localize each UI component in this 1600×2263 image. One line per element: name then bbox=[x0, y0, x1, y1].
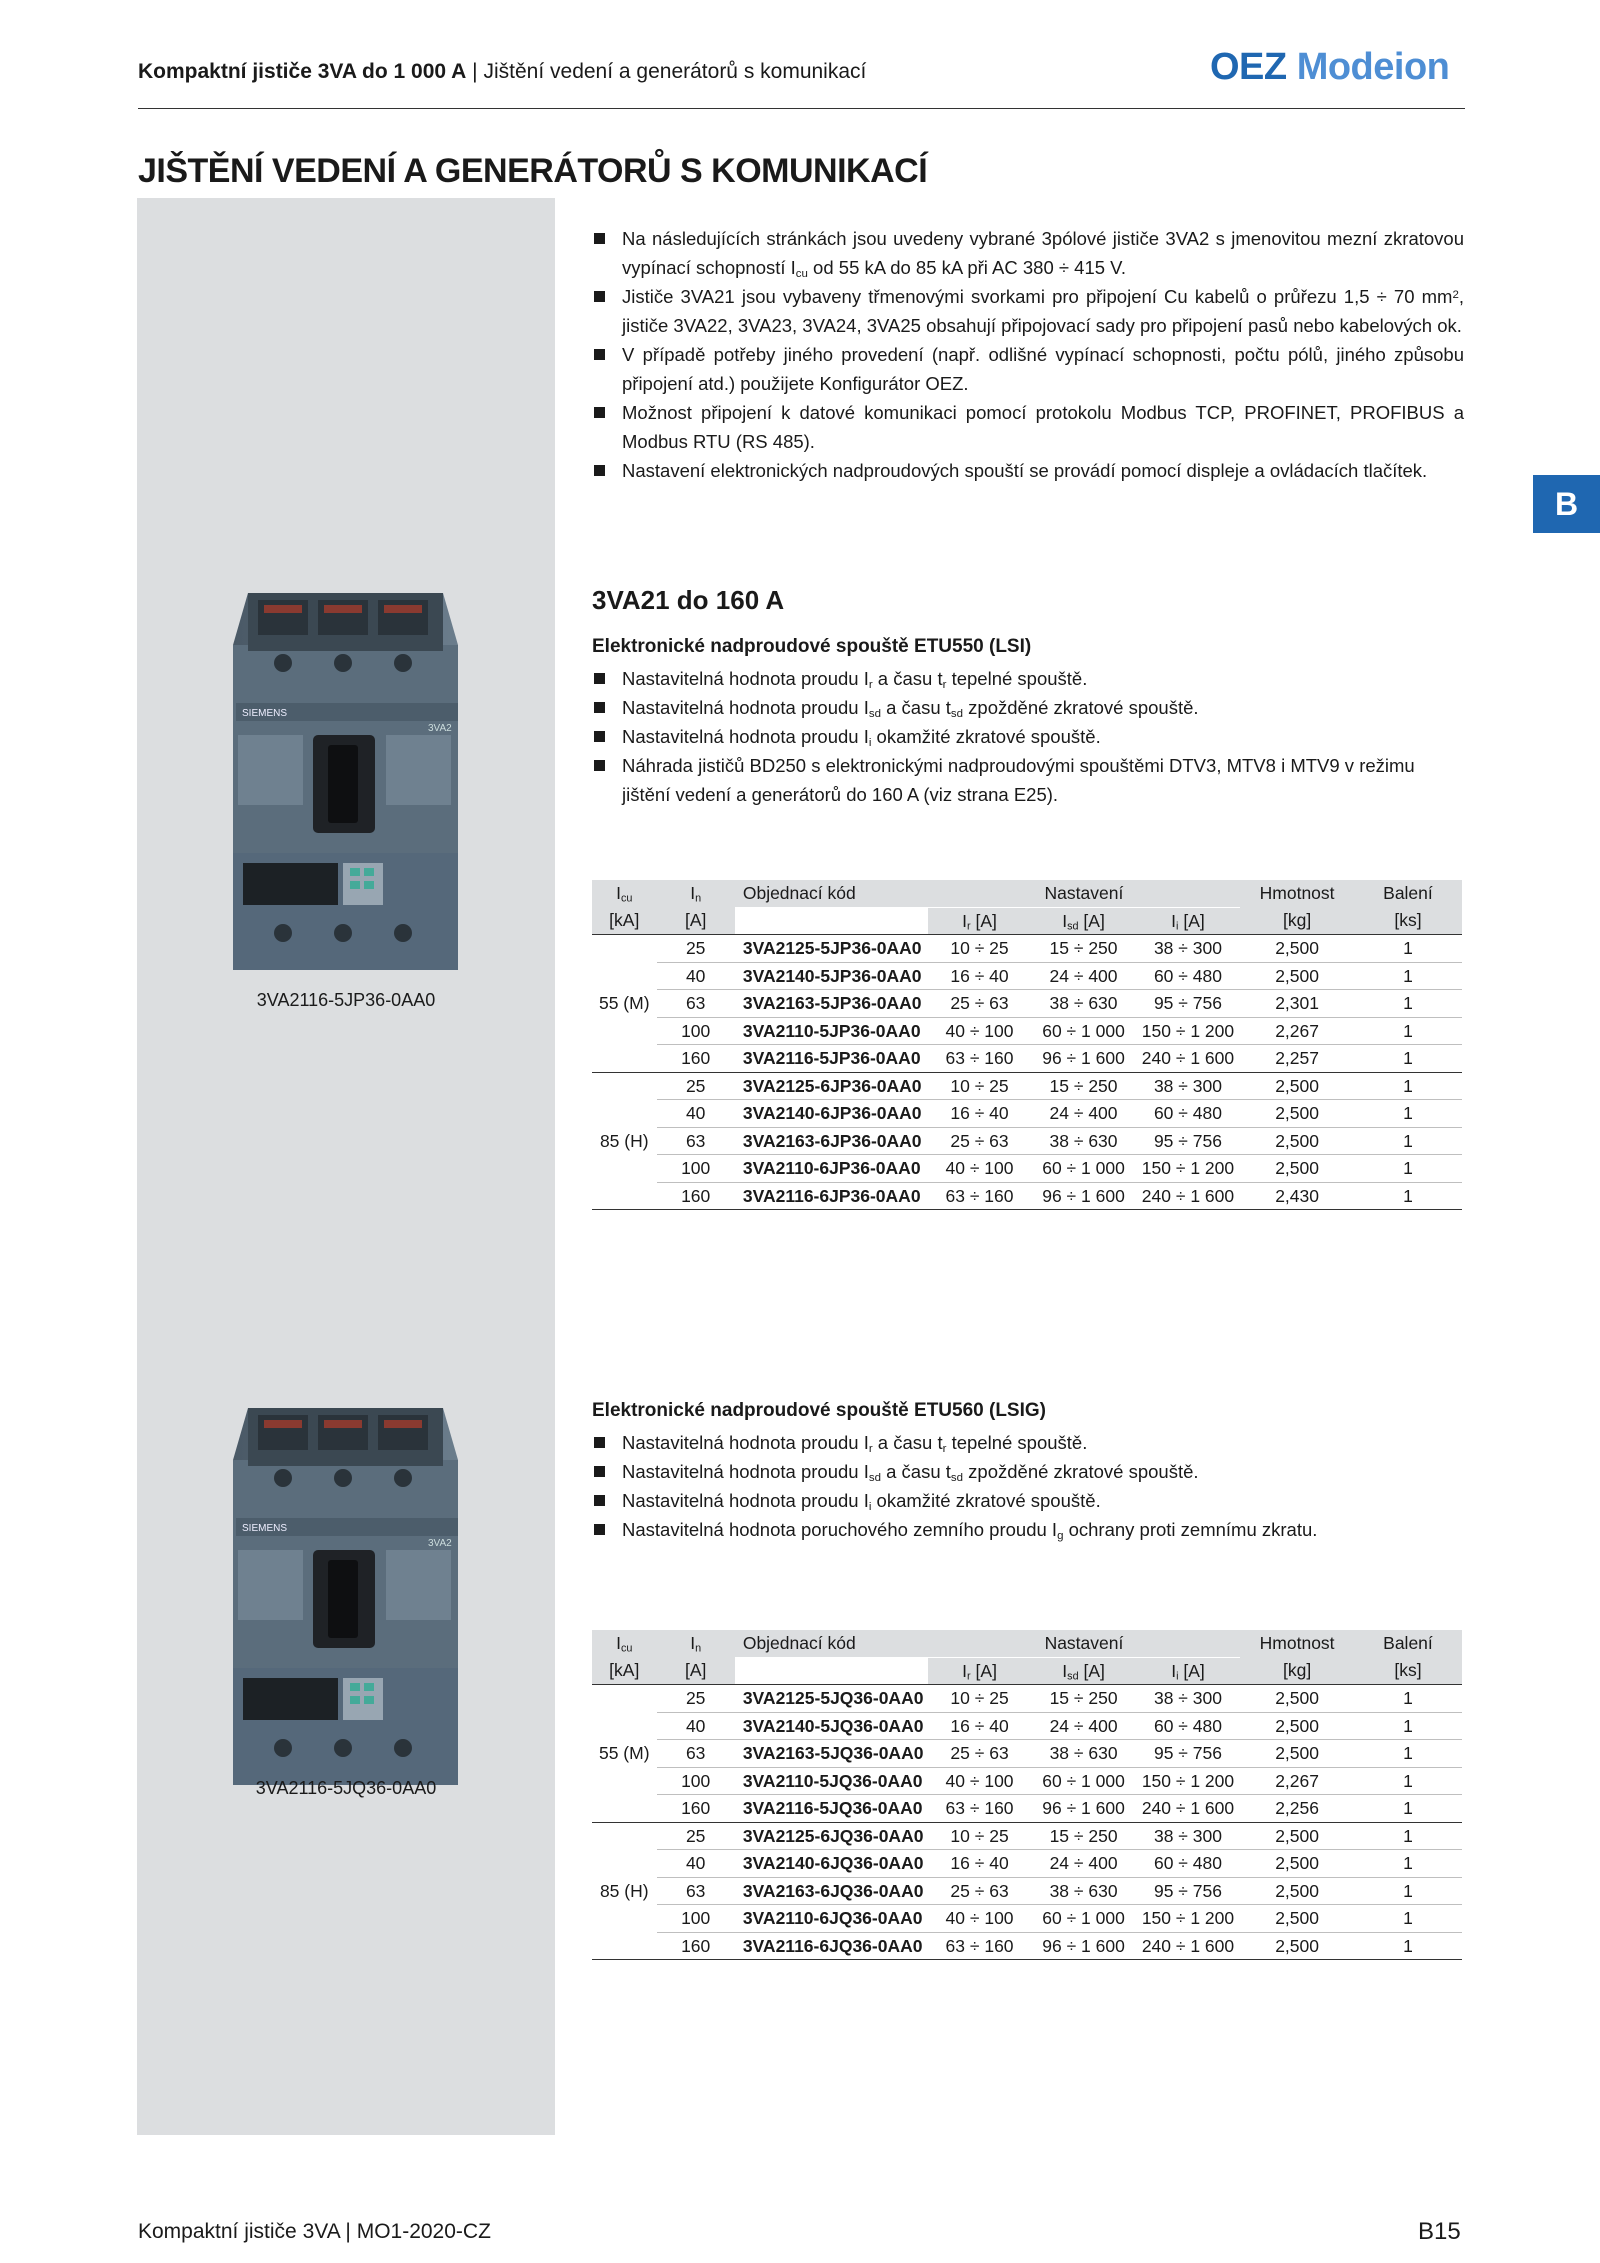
cell-ii: 150 ÷ 1 200 bbox=[1136, 1905, 1241, 1933]
cell-in: 63 bbox=[657, 1127, 735, 1155]
cell-ir: 10 ÷ 25 bbox=[928, 1685, 1032, 1713]
cell-mass: 2,500 bbox=[1240, 1685, 1354, 1713]
cell-code: 3VA2125-5JP36-0AA0 bbox=[735, 935, 928, 963]
cell-code: 3VA2163-5JQ36-0AA0 bbox=[735, 1740, 928, 1768]
cell-isd: 24 ÷ 400 bbox=[1031, 962, 1135, 990]
cell-mass: 2,500 bbox=[1240, 1155, 1354, 1183]
col-mass-unit: [kg] bbox=[1240, 907, 1354, 935]
cell-isd: 60 ÷ 1 000 bbox=[1031, 1017, 1135, 1045]
cell-code: 3VA2125-6JP36-0AA0 bbox=[735, 1072, 928, 1100]
col-icu: $I_{cu}$ bbox=[592, 880, 657, 907]
cell-ir: 10 ÷ 25 bbox=[928, 1822, 1032, 1850]
col-nastaveni: Nastavení bbox=[928, 1630, 1241, 1657]
cell-pack: 1 bbox=[1354, 1182, 1462, 1210]
cell-ii: 38 ÷ 300 bbox=[1136, 1072, 1241, 1100]
cell-isd: 24 ÷ 400 bbox=[1031, 1712, 1135, 1740]
cell-ii: 60 ÷ 480 bbox=[1136, 1712, 1241, 1740]
col-mass: Hmotnost bbox=[1240, 880, 1354, 907]
cell-ii: 38 ÷ 300 bbox=[1136, 1685, 1241, 1713]
etu560-bullets bbox=[592, 1428, 1464, 1544]
cell-ir: 16 ÷ 40 bbox=[928, 1100, 1032, 1128]
header-title bbox=[138, 60, 866, 84]
etu550-bullets bbox=[592, 664, 1464, 809]
col-ii: $I_i$ [A] bbox=[1136, 907, 1241, 935]
col-pack: Balení bbox=[1354, 1630, 1462, 1657]
etu550-bullet-4: Náhrada jističů BD250 s elektronickými nadproudovými spouštěmi DTV3, MTV8 i MTV9 v režimu jištění vedení a generátorů do 160 A (viz strana E25). bbox=[592, 751, 1464, 809]
cell-icu: 85 (H) bbox=[592, 1822, 657, 1960]
footer-doc-info bbox=[138, 2220, 491, 2244]
table-row bbox=[592, 1712, 1462, 1740]
cell-pack: 1 bbox=[1354, 1767, 1462, 1795]
page-title: JIŠTĚNÍ VEDENÍ A GENERÁTORŮ S KOMUNIKACÍ bbox=[138, 152, 928, 190]
cell-in: 100 bbox=[657, 1155, 735, 1183]
cell-isd: 96 ÷ 1 600 bbox=[1031, 1795, 1135, 1823]
cell-pack: 1 bbox=[1354, 1932, 1462, 1960]
cell-mass: 2,500 bbox=[1240, 935, 1354, 963]
cell-code: 3VA2116-6JQ36-0AA0 bbox=[735, 1932, 928, 1960]
cell-in: 25 bbox=[657, 1072, 735, 1100]
cell-mass: 2,500 bbox=[1240, 1822, 1354, 1850]
cell-isd: 38 ÷ 630 bbox=[1031, 1740, 1135, 1768]
cell-mass: 2,500 bbox=[1240, 1850, 1354, 1878]
cell-mass: 2,500 bbox=[1240, 1127, 1354, 1155]
table-row bbox=[592, 1822, 1462, 1850]
intro-bullet-5: Nastavení elektronických nadproudových spouští se provádí pomocí displeje a ovládacích tlačítek. bbox=[592, 456, 1464, 485]
cell-mass: 2,267 bbox=[1240, 1767, 1354, 1795]
cell-in: 160 bbox=[657, 1182, 735, 1210]
table-row bbox=[592, 990, 1462, 1018]
cell-in: 25 bbox=[657, 1822, 735, 1850]
cell-pack: 1 bbox=[1354, 1685, 1462, 1713]
cell-ir: 40 ÷ 100 bbox=[928, 1905, 1032, 1933]
cell-in: 40 bbox=[657, 1100, 735, 1128]
etu560-bullet-2: Nastavitelná hodnota proudu $I_{sd}$ a času $t_{sd}$ zpožděné zkratové spouště. bbox=[592, 1457, 1464, 1486]
breaker-etu550-image bbox=[218, 585, 473, 980]
table-row bbox=[592, 1932, 1462, 1960]
cell-ii: 60 ÷ 480 bbox=[1136, 1100, 1241, 1128]
cell-ii: 95 ÷ 756 bbox=[1136, 1127, 1241, 1155]
cell-code: 3VA2116-5JP36-0AA0 bbox=[735, 1045, 928, 1073]
cell-ii: 95 ÷ 756 bbox=[1136, 1877, 1241, 1905]
cell-ir: 40 ÷ 100 bbox=[928, 1767, 1032, 1795]
cell-in: 160 bbox=[657, 1932, 735, 1960]
cell-pack: 1 bbox=[1354, 1017, 1462, 1045]
intro-bullet-1: Na následujících stránkách jsou uvedeny vybrané 3pólové jističe 3VA2 s jmenovitou mezní zkratovou vypínací schopností $I_{cu}$ od 55 kA do 85 kA při AC 380 ÷ 415 V. bbox=[592, 224, 1464, 282]
table-row bbox=[592, 1182, 1462, 1210]
oez-modeion-logo bbox=[1210, 46, 1449, 89]
cell-ir: 63 ÷ 160 bbox=[928, 1045, 1032, 1073]
cell-code: 3VA2163-6JP36-0AA0 bbox=[735, 1127, 928, 1155]
col-icu-unit: [kA] bbox=[592, 1657, 657, 1685]
cell-pack: 1 bbox=[1354, 990, 1462, 1018]
cell-in: 160 bbox=[657, 1045, 735, 1073]
cell-isd: 15 ÷ 250 bbox=[1031, 1072, 1135, 1100]
cell-pack: 1 bbox=[1354, 1127, 1462, 1155]
etu560-image-caption: 3VA2116-5JQ36-0AA0 bbox=[255, 1778, 437, 1798]
cell-pack: 1 bbox=[1354, 1712, 1462, 1740]
header-separator: | bbox=[472, 60, 478, 83]
cell-ii: 38 ÷ 300 bbox=[1136, 1822, 1241, 1850]
intro-bullet-2: Jističe 3VA21 jsou vybaveny třmenovými svorkami pro připojení Cu kabelů o průřezu 1,5 ÷ 70 $mm^2$, jističe 3VA22, 3VA23, 3VA24, 3VA25 obsahují připojovací sady pro připojení pasů nebo kabelových ok. bbox=[592, 282, 1464, 340]
cell-mass: 2,500 bbox=[1240, 1712, 1354, 1740]
cell-code: 3VA2140-5JQ36-0AA0 bbox=[735, 1712, 928, 1740]
table-row bbox=[592, 1877, 1462, 1905]
cell-icu: 55 (M) bbox=[592, 1685, 657, 1823]
col-code-unit bbox=[735, 907, 928, 935]
col-ir: $I_r$ [A] bbox=[928, 907, 1032, 935]
col-mass-unit: [kg] bbox=[1240, 1657, 1354, 1685]
cell-ir: 63 ÷ 160 bbox=[928, 1795, 1032, 1823]
cell-in: 100 bbox=[657, 1017, 735, 1045]
cell-pack: 1 bbox=[1354, 962, 1462, 990]
cell-mass: 2,500 bbox=[1240, 1905, 1354, 1933]
model-label: 3VA2 bbox=[428, 723, 452, 734]
cell-in: 100 bbox=[657, 1767, 735, 1795]
siemens-label: SIEMENS bbox=[242, 708, 288, 719]
cell-ii: 240 ÷ 1 600 bbox=[1136, 1182, 1241, 1210]
cell-ir: 10 ÷ 25 bbox=[928, 935, 1032, 963]
table-row bbox=[592, 1045, 1462, 1073]
etu560-bullet-1: Nastavitelná hodnota proudu $I_r$ a času $t_r$ tepelné spouště. bbox=[592, 1428, 1464, 1457]
table-row bbox=[592, 1767, 1462, 1795]
etu550-bullet-1: Nastavitelná hodnota proudu $I_r$ a času $t_r$ tepelné spouště. bbox=[592, 664, 1464, 693]
cell-code: 3VA2163-6JQ36-0AA0 bbox=[735, 1877, 928, 1905]
cell-in: 63 bbox=[657, 1877, 735, 1905]
cell-code: 3VA2110-5JP36-0AA0 bbox=[735, 1017, 928, 1045]
cell-in: 160 bbox=[657, 1795, 735, 1823]
cell-ii: 240 ÷ 1 600 bbox=[1136, 1932, 1241, 1960]
cell-code: 3VA2110-6JQ36-0AA0 bbox=[735, 1905, 928, 1933]
etu550-subtitle: Elektronické nadproudové spouště ETU550 (LSI) bbox=[592, 636, 1032, 657]
col-nastaveni: Nastavení bbox=[928, 880, 1241, 907]
col-ii: $I_i$ [A] bbox=[1136, 1657, 1241, 1685]
cell-in: 40 bbox=[657, 962, 735, 990]
etu550-image-caption: 3VA2116-5JP36-0AA0 bbox=[256, 990, 436, 1010]
cell-code: 3VA2125-5JQ36-0AA0 bbox=[735, 1685, 928, 1713]
cell-mass: 2,500 bbox=[1240, 962, 1354, 990]
intro-bullet-3: V případě potřeby jiného provedení (např. odlišné vypínací schopnosti, počtu pólů, jiného způsobu připojení atd.) použijete Konfigurátor OEZ. bbox=[592, 340, 1464, 398]
table-row bbox=[592, 935, 1462, 963]
siemens-label-2: SIEMENS bbox=[242, 1523, 288, 1534]
cell-ii: 95 ÷ 756 bbox=[1136, 1740, 1241, 1768]
section-title: 3VA21 do 160 A bbox=[592, 585, 785, 615]
cell-mass: 2,301 bbox=[1240, 990, 1354, 1018]
cell-code: 3VA2110-5JQ36-0AA0 bbox=[735, 1767, 928, 1795]
table-row bbox=[592, 962, 1462, 990]
col-code: Objednací kód bbox=[735, 1630, 928, 1657]
cell-ir: 63 ÷ 160 bbox=[928, 1932, 1032, 1960]
table-row bbox=[592, 1905, 1462, 1933]
cell-icu: 85 (H) bbox=[592, 1072, 657, 1210]
cell-code: 3VA2110-6JP36-0AA0 bbox=[735, 1155, 928, 1183]
header-title-rest: Jištění vedení a generátorů s komunikací bbox=[483, 60, 867, 83]
cell-ir: 63 ÷ 160 bbox=[928, 1182, 1032, 1210]
cell-ir: 25 ÷ 63 bbox=[928, 1127, 1032, 1155]
cell-isd: 60 ÷ 1 000 bbox=[1031, 1905, 1135, 1933]
cell-mass: 2,500 bbox=[1240, 1072, 1354, 1100]
cell-mass: 2,500 bbox=[1240, 1877, 1354, 1905]
col-in: $I_n$ bbox=[657, 880, 735, 907]
col-ir: $I_r$ [A] bbox=[928, 1657, 1032, 1685]
etu550-table bbox=[592, 880, 1462, 1210]
cell-pack: 1 bbox=[1354, 1905, 1462, 1933]
col-icu-unit: [kA] bbox=[592, 907, 657, 935]
footer-doc-code: MO1-2020-CZ bbox=[356, 2220, 491, 2243]
cell-pack: 1 bbox=[1354, 935, 1462, 963]
cell-ii: 38 ÷ 300 bbox=[1136, 935, 1241, 963]
table-row bbox=[592, 1685, 1462, 1713]
cell-pack: 1 bbox=[1354, 1072, 1462, 1100]
cell-isd: 15 ÷ 250 bbox=[1031, 935, 1135, 963]
cell-isd: 96 ÷ 1 600 bbox=[1031, 1182, 1135, 1210]
cell-pack: 1 bbox=[1354, 1740, 1462, 1768]
col-isd: $I_{sd}$ [A] bbox=[1031, 907, 1135, 935]
etu550-bullet-3: Nastavitelná hodnota proudu $I_i$ okamžité zkratové spouště. bbox=[592, 722, 1464, 751]
col-icu: $I_{cu}$ bbox=[592, 1630, 657, 1657]
cell-mass: 2,267 bbox=[1240, 1017, 1354, 1045]
cell-isd: 24 ÷ 400 bbox=[1031, 1100, 1135, 1128]
table-row bbox=[592, 1017, 1462, 1045]
page-number: B15 bbox=[1418, 2218, 1461, 2245]
cell-code: 3VA2116-5JQ36-0AA0 bbox=[735, 1795, 928, 1823]
cell-code: 3VA2140-5JP36-0AA0 bbox=[735, 962, 928, 990]
cell-code: 3VA2140-6JP36-0AA0 bbox=[735, 1100, 928, 1128]
footer-separator: | bbox=[345, 2220, 351, 2243]
cell-pack: 1 bbox=[1354, 1100, 1462, 1128]
cell-pack: 1 bbox=[1354, 1877, 1462, 1905]
cell-isd: 60 ÷ 1 000 bbox=[1031, 1767, 1135, 1795]
col-code: Objednací kód bbox=[735, 880, 928, 907]
cell-ii: 150 ÷ 1 200 bbox=[1136, 1155, 1241, 1183]
cell-pack: 1 bbox=[1354, 1155, 1462, 1183]
cell-ii: 150 ÷ 1 200 bbox=[1136, 1017, 1241, 1045]
cell-mass: 2,256 bbox=[1240, 1795, 1354, 1823]
footer-title: Kompaktní jističe 3VA bbox=[138, 2220, 340, 2243]
logo-modeion: Modeion bbox=[1296, 46, 1450, 88]
cell-ii: 240 ÷ 1 600 bbox=[1136, 1045, 1241, 1073]
cell-ii: 60 ÷ 480 bbox=[1136, 962, 1241, 990]
table-row bbox=[592, 1127, 1462, 1155]
header-title-bold: Kompaktní jističe 3VA do 1 000 A bbox=[138, 60, 467, 83]
table-row bbox=[592, 1850, 1462, 1878]
cell-isd: 96 ÷ 1 600 bbox=[1031, 1045, 1135, 1073]
cell-ir: 10 ÷ 25 bbox=[928, 1072, 1032, 1100]
table-row bbox=[592, 1740, 1462, 1768]
cell-in: 25 bbox=[657, 1685, 735, 1713]
cell-code: 3VA2140-6JQ36-0AA0 bbox=[735, 1850, 928, 1878]
col-in-unit: [A] bbox=[657, 1657, 735, 1685]
table-row bbox=[592, 1155, 1462, 1183]
cell-in: 63 bbox=[657, 1740, 735, 1768]
cell-mass: 2,500 bbox=[1240, 1740, 1354, 1768]
col-in: $I_n$ bbox=[657, 1630, 735, 1657]
cell-ii: 150 ÷ 1 200 bbox=[1136, 1767, 1241, 1795]
cell-pack: 1 bbox=[1354, 1822, 1462, 1850]
etu560-bullet-4: Nastavitelná hodnota poruchového zemního proudu $I_g$ ochrany proti zemnímu zkratu. bbox=[592, 1515, 1464, 1544]
cell-isd: 96 ÷ 1 600 bbox=[1031, 1932, 1135, 1960]
cell-in: 40 bbox=[657, 1850, 735, 1878]
cell-mass: 2,257 bbox=[1240, 1045, 1354, 1073]
cell-isd: 38 ÷ 630 bbox=[1031, 990, 1135, 1018]
col-isd: $I_{sd}$ [A] bbox=[1031, 1657, 1135, 1685]
table-row bbox=[592, 1072, 1462, 1100]
cell-isd: 38 ÷ 630 bbox=[1031, 1127, 1135, 1155]
col-in-unit: [A] bbox=[657, 907, 735, 935]
cell-in: 100 bbox=[657, 1905, 735, 1933]
header-divider bbox=[138, 108, 1465, 109]
cell-in: 63 bbox=[657, 990, 735, 1018]
cell-ir: 25 ÷ 63 bbox=[928, 1740, 1032, 1768]
etu560-bullet-3: Nastavitelná hodnota proudu $I_i$ okamžité zkratové spouště. bbox=[592, 1486, 1464, 1515]
breaker-etu560-image bbox=[218, 1400, 473, 1795]
cell-ir: 40 ÷ 100 bbox=[928, 1017, 1032, 1045]
cell-in: 25 bbox=[657, 935, 735, 963]
cell-isd: 60 ÷ 1 000 bbox=[1031, 1155, 1135, 1183]
col-pack-unit: [ks] bbox=[1354, 907, 1462, 935]
cell-isd: 38 ÷ 630 bbox=[1031, 1877, 1135, 1905]
cell-ir: 16 ÷ 40 bbox=[928, 1850, 1032, 1878]
image-column-panel bbox=[137, 198, 555, 2135]
cell-mass: 2,500 bbox=[1240, 1100, 1354, 1128]
cell-mass: 2,430 bbox=[1240, 1182, 1354, 1210]
logo-oez: OEZ bbox=[1210, 46, 1287, 88]
cell-code: 3VA2125-6JQ36-0AA0 bbox=[735, 1822, 928, 1850]
cell-ir: 16 ÷ 40 bbox=[928, 962, 1032, 990]
model-label-2: 3VA2 bbox=[428, 1538, 452, 1549]
table-row bbox=[592, 1795, 1462, 1823]
cell-code: 3VA2163-5JP36-0AA0 bbox=[735, 990, 928, 1018]
intro-bullet-4: Možnost připojení k datové komunikaci pomocí protokolu Modbus TCP, PROFINET, PROFIBUS a Modbus RTU (RS 485). bbox=[592, 398, 1464, 456]
cell-pack: 1 bbox=[1354, 1045, 1462, 1073]
cell-pack: 1 bbox=[1354, 1795, 1462, 1823]
cell-ir: 25 ÷ 63 bbox=[928, 990, 1032, 1018]
intro-bullets bbox=[592, 224, 1464, 485]
cell-ir: 40 ÷ 100 bbox=[928, 1155, 1032, 1183]
cell-in: 40 bbox=[657, 1712, 735, 1740]
etu560-subtitle: Elektronické nadproudové spouště ETU560 (LSIG) bbox=[592, 1400, 1046, 1421]
chapter-tab: B bbox=[1533, 475, 1600, 533]
table-row bbox=[592, 1100, 1462, 1128]
cell-ir: 25 ÷ 63 bbox=[928, 1877, 1032, 1905]
etu550-bullet-2: Nastavitelná hodnota proudu $I_{sd}$ a času $t_{sd}$ zpožděné zkratové spouště. bbox=[592, 693, 1464, 722]
cell-ii: 60 ÷ 480 bbox=[1136, 1850, 1241, 1878]
col-pack: Balení bbox=[1354, 880, 1462, 907]
cell-code: 3VA2116-6JP36-0AA0 bbox=[735, 1182, 928, 1210]
cell-isd: 24 ÷ 400 bbox=[1031, 1850, 1135, 1878]
col-code-unit bbox=[735, 1657, 928, 1685]
cell-icu: 55 (M) bbox=[592, 935, 657, 1073]
cell-ir: 16 ÷ 40 bbox=[928, 1712, 1032, 1740]
cell-ii: 240 ÷ 1 600 bbox=[1136, 1795, 1241, 1823]
cell-mass: 2,500 bbox=[1240, 1932, 1354, 1960]
cell-isd: 15 ÷ 250 bbox=[1031, 1822, 1135, 1850]
etu560-table bbox=[592, 1630, 1462, 1960]
cell-isd: 15 ÷ 250 bbox=[1031, 1685, 1135, 1713]
cell-ii: 95 ÷ 756 bbox=[1136, 990, 1241, 1018]
cell-pack: 1 bbox=[1354, 1850, 1462, 1878]
col-pack-unit: [ks] bbox=[1354, 1657, 1462, 1685]
col-mass: Hmotnost bbox=[1240, 1630, 1354, 1657]
